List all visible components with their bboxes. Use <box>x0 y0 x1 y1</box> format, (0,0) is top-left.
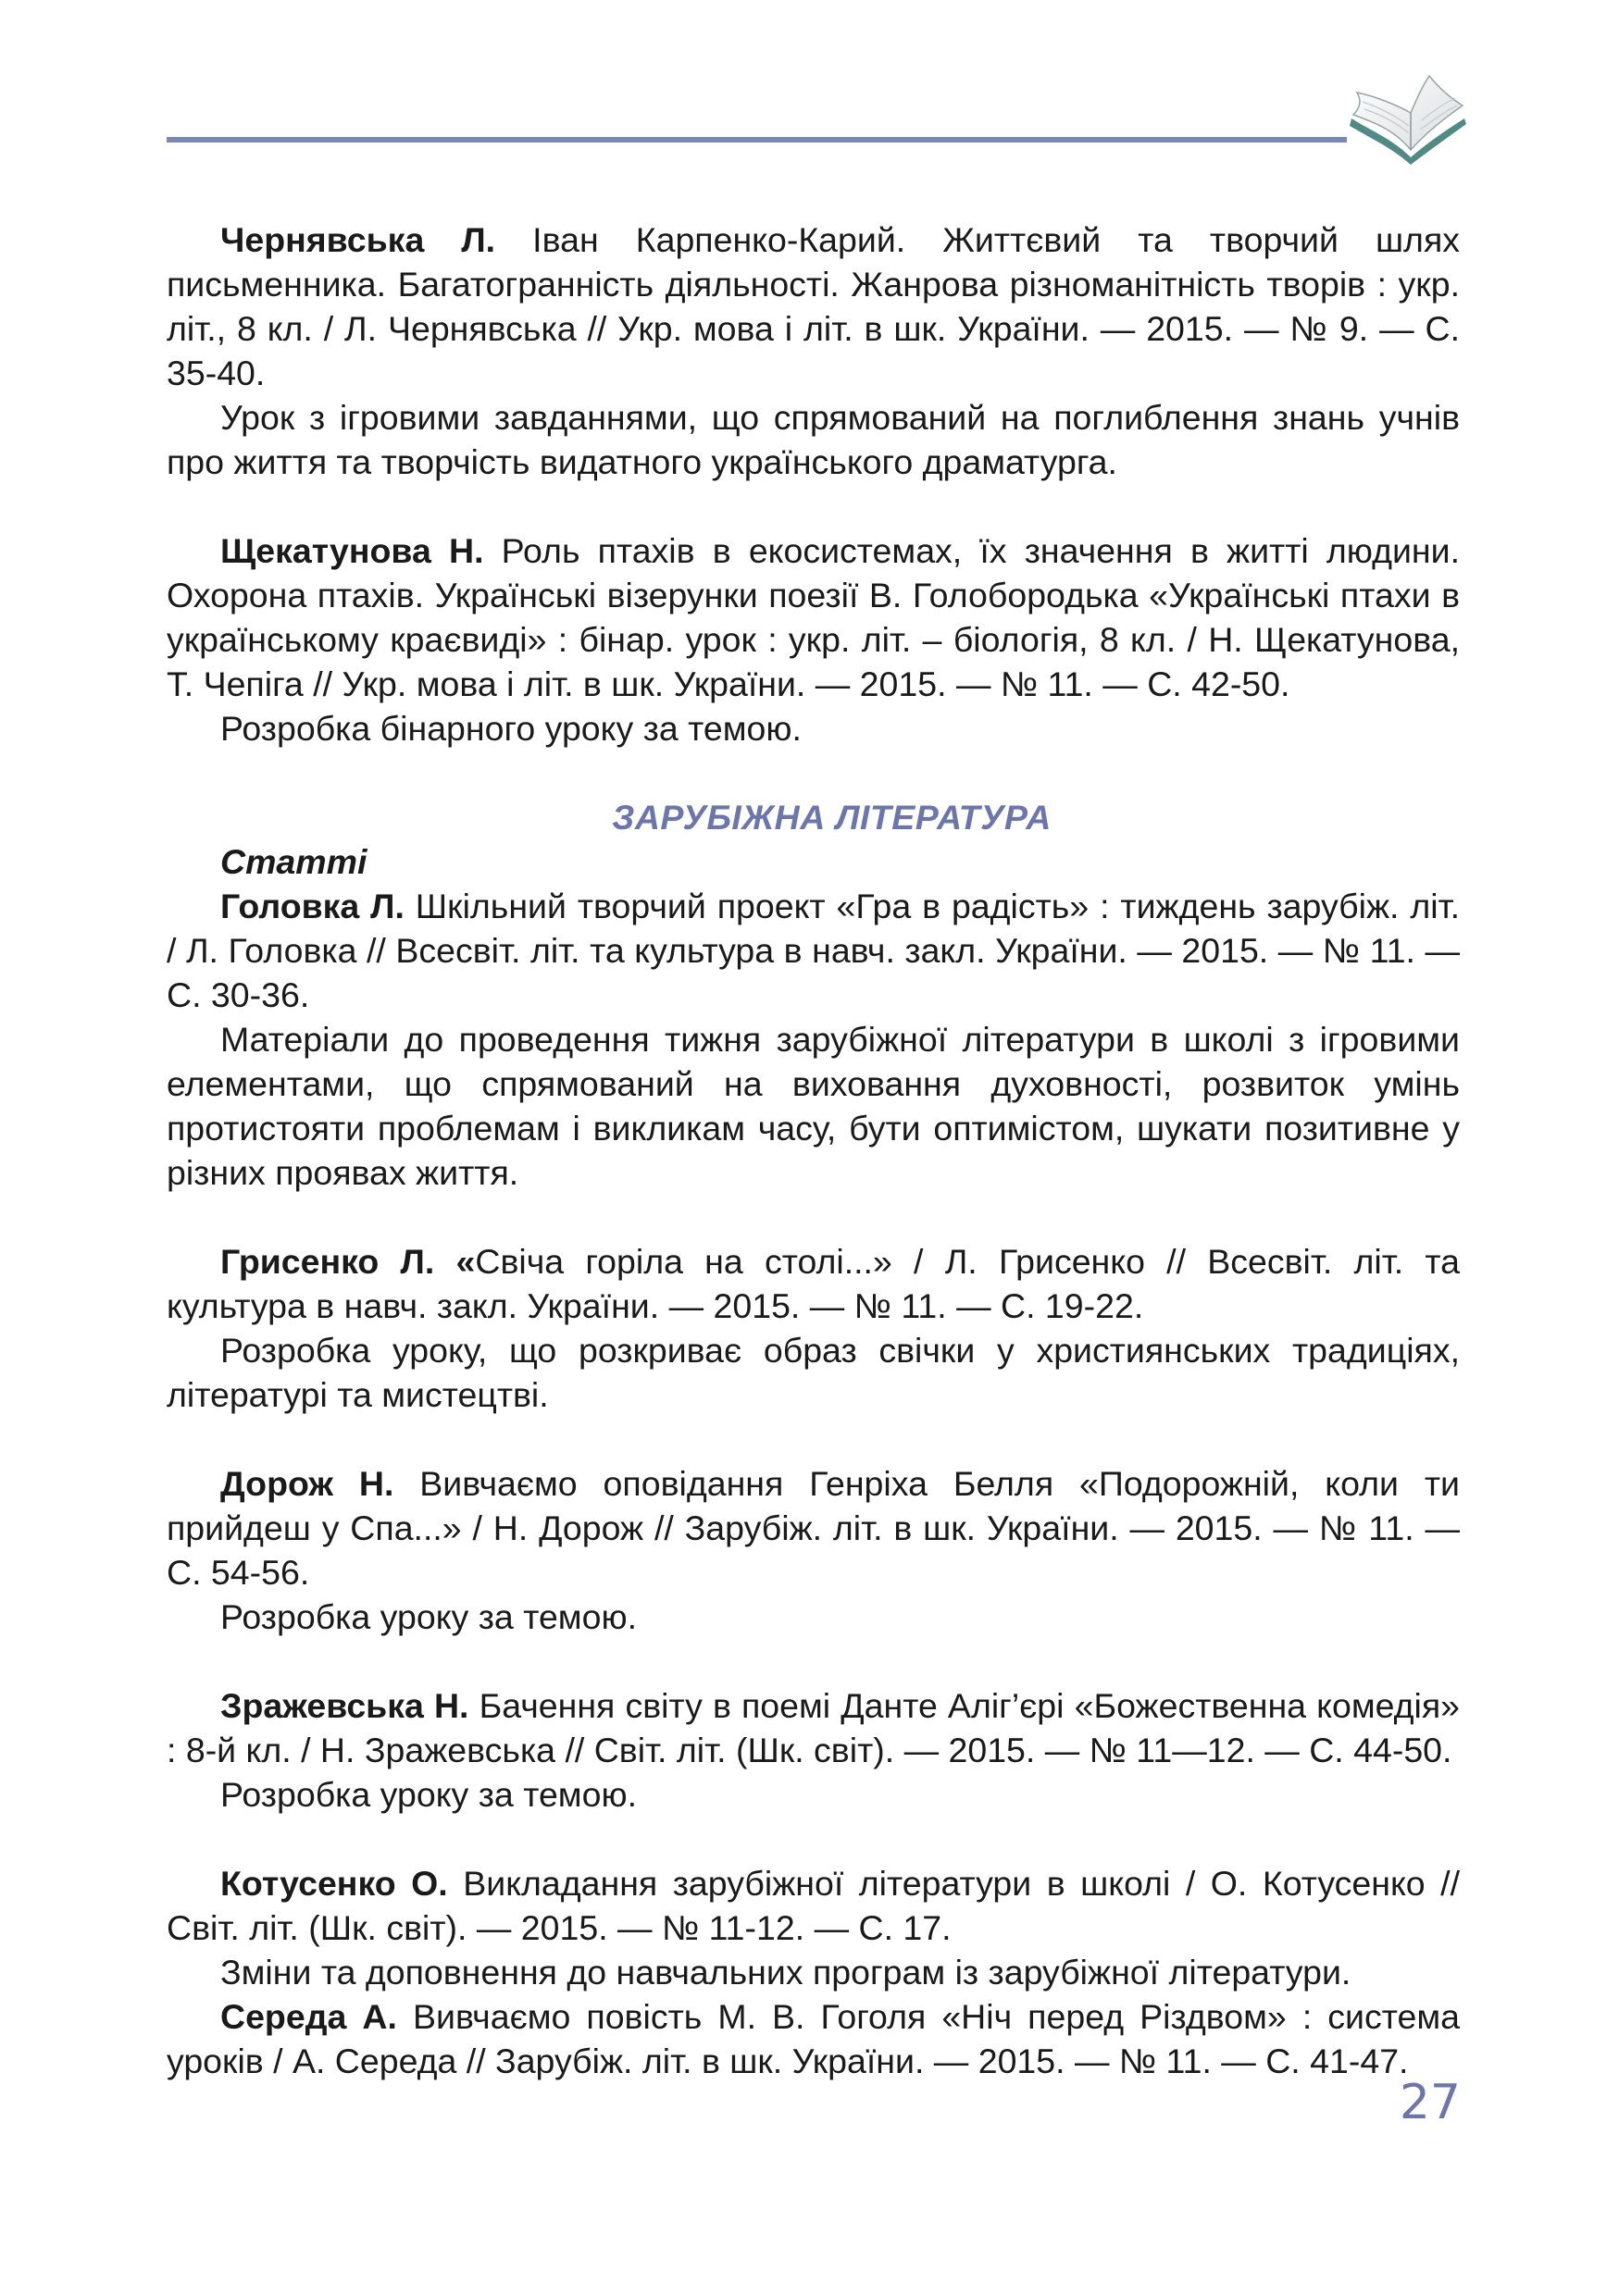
bibliography-entry <box>167 884 1460 1195</box>
bibliography-content <box>167 217 1460 2083</box>
bibliography-entry <box>167 217 1460 484</box>
entry-citation-text: Іван Карпенко-Карий. Життєвий та творчий шлях письменника. Багатогранність діяльності. Жанрова різноманітність творів : укр. літ., 8 кл. / Л. Чернявська // Укр. мова і літ. в шк. України. — 2015. — № 9. — С. 35-40. <box>167 220 1460 392</box>
bibliography-entry <box>167 1461 1460 1639</box>
entry-annotation: Розробка уроку, що розкриває образ свічки у християнських традиціях, літературі та мистецтві. <box>167 1331 1460 1414</box>
bibliography-entry <box>167 1683 1460 1817</box>
entry-author: Головка Л. <box>220 887 405 925</box>
subsection-title: Статті <box>220 842 367 881</box>
entry-citation <box>167 1861 1460 1950</box>
entry-citation-text: Свіча горіла на столі...» / Л. Грисенко // Всесвіт. літ. та культура в навч. закл. України. — 2015. — № 11. — С. 19-22. <box>167 1242 1460 1325</box>
entry-citation <box>167 884 1460 1017</box>
bibliography-entry <box>167 1239 1460 1417</box>
entry-citation-text: Вивчаємо оповідання Генріха Белля «Подорожній, коли ти прийдеш у Спа...» / Н. Дорож // Зарубіж. літ. в шк. України. — 2015. — № 11. — С. 54-56. <box>167 1464 1460 1592</box>
entry-citation-text: Вивчаємо повість М. В. Гоголя «Ніч перед Різдвом» : система уроків / А. Середа // Зарубіж. літ. в шк. України. — 2015. — № 11. — С. 41-47. <box>167 1997 1460 2080</box>
entry-citation <box>167 1239 1460 1328</box>
entry-annotation: Розробка бінарного уроку за темою. <box>220 709 802 748</box>
bibliography-entry <box>167 1861 1460 1994</box>
entry-citation-text: Роль птахів в екосистемах, їх значення в житті людини. Охорона птахів. Українські візерунки поезії В. Голобородька «Українські птахи в українському краєвиді» : бінар. урок : укр. літ. – біологія, 8 кл. / Н. Щекатунова, Т. Чепіга // Укр. мова і літ. в шк. України. — 2015. — № 11. — С. 42-50. <box>167 531 1460 703</box>
entry-citation-text: Бачення світу в поемі Данте Аліг’єрі «Божественна комедія» : 8-й кл. / Н. Зражевська // Світ. літ. (Шк. світ). — 2015. — № 11—12. — С. 44-50. <box>167 1686 1461 1769</box>
entry-citation <box>167 217 1460 395</box>
entry-author: Грисенко Л. « <box>220 1242 476 1281</box>
entry-citation-text: Викладання зарубіжної літератури в школі / О. Котусенко // Світ. літ. (Шк. світ). — 2015. — № 11-12. — С. 17. <box>167 1864 1460 1947</box>
entry-annotation: Зміни та доповнення до навчальних програм із зарубіжної літератури. <box>220 1953 1351 1992</box>
entry-author: Щекатунова Н. <box>220 531 484 570</box>
bibliography-entry <box>167 528 1460 751</box>
entry-author: Середа А. <box>220 1997 397 2036</box>
entry-author: Чернявська Л. <box>220 220 496 259</box>
entry-annotation: Розробка уроку за темою. <box>220 1597 637 1636</box>
open-book-icon <box>1344 65 1469 167</box>
entry-citation <box>167 1461 1460 1595</box>
entry-citation-text: Шкільний творчий проект «Гра в радість» : тиждень зарубіж. літ. / Л. Головка // Всесвіт. літ. та культура в навч. закл. України. — 2015. — № 11. — С. 30-36. <box>167 887 1460 1014</box>
entry-citation <box>167 1683 1460 1772</box>
entry-annotation: Урок з ігровими завданнями, що спрямований на поглиблення знань учнів про життя та творчість видатного українського драматурга. <box>167 398 1460 481</box>
entry-author: Дорож Н. <box>220 1464 394 1503</box>
bibliography-entry <box>167 1994 1460 2083</box>
entry-author: Котусенко О. <box>220 1864 448 1903</box>
section-title: ЗАРУБІЖНА ЛІТЕРАТУРА <box>612 798 1052 837</box>
entry-author: Зражевська Н. <box>220 1686 469 1725</box>
page-number: 27 <box>1399 2075 1461 2130</box>
entry-annotation: Розробка уроку за темою. <box>220 1775 637 1814</box>
entry-annotation: Матеріали до проведення тижня зарубіжної літератури в школі з ігровими елементами, що спрямований на виховання духовності, розвиток умінь протистояти проблемам і викликам часу, бути оптимістом, шукати позитивне у різних проявах життя. <box>167 1020 1460 1192</box>
entry-citation <box>167 528 1460 706</box>
header-rule <box>167 137 1347 143</box>
entry-citation <box>167 1994 1460 2083</box>
